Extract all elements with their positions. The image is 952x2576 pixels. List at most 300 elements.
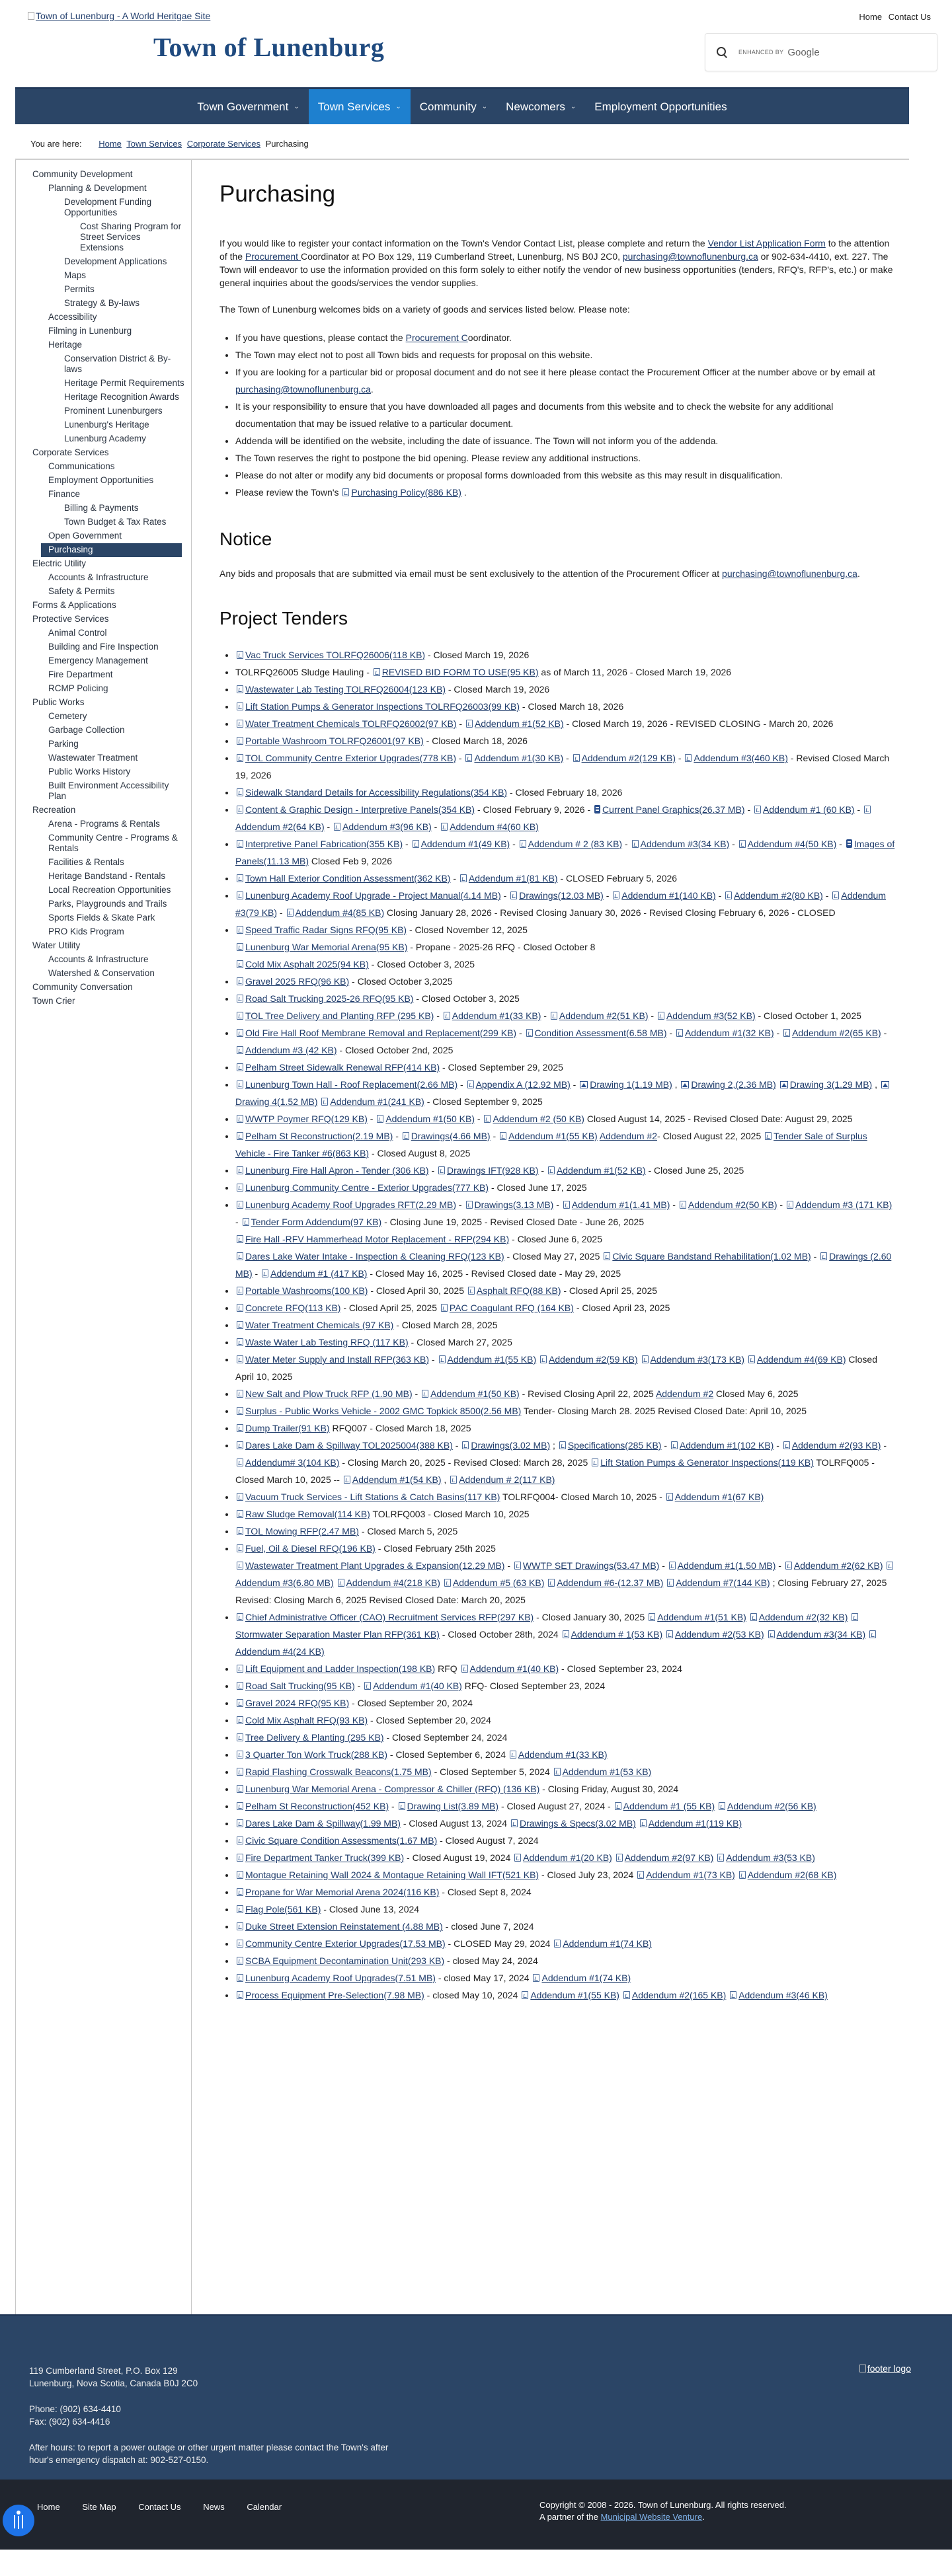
sidebar-item[interactable]: Animal Control: [48, 628, 107, 638]
nav-community[interactable]: [411, 89, 496, 124]
document-link[interactable]: [235, 942, 407, 952]
document-link[interactable]: [509, 890, 604, 901]
document-link[interactable]: [235, 1818, 401, 1829]
tender-item: [235, 1901, 896, 1918]
document-link[interactable]: [235, 1079, 457, 1090]
sidebar-item[interactable]: Maps: [64, 270, 87, 280]
document-link[interactable]: [656, 1010, 756, 1021]
broken-image-icon: [859, 2365, 866, 2372]
link-text: Addendum #1(50 KB): [385, 1114, 475, 1124]
tender-status-text: - Closed February 18, 2026: [507, 787, 623, 798]
document-link[interactable]: [784, 1560, 883, 1571]
document-link[interactable]: [641, 1354, 744, 1365]
sidebar-item[interactable]: Corporate Services: [32, 447, 109, 457]
document-link[interactable]: [411, 839, 510, 849]
tender-item: [235, 1798, 896, 1815]
document-link[interactable]: [235, 1251, 504, 1262]
link-text: Pelham St Reconstruction(452 KB): [245, 1801, 389, 1811]
sidebar-item[interactable]: Accounts & Infrastructure: [48, 954, 149, 964]
document-link[interactable]: [602, 1251, 811, 1262]
document-link[interactable]: [614, 1801, 715, 1811]
document-link[interactable]: [235, 1114, 368, 1124]
document-link[interactable]: [286, 907, 385, 918]
document-link[interactable]: [235, 1715, 368, 1725]
sidebar-item[interactable]: Safety & Permits: [48, 586, 115, 596]
document-link[interactable]: [320, 1096, 424, 1107]
pdf-icon: [237, 1682, 243, 1690]
sidebar-item[interactable]: Purchasing: [41, 543, 182, 557]
document-link[interactable]: [235, 1285, 368, 1296]
sidebar-item[interactable]: Open Government: [48, 531, 122, 541]
sidebar-item[interactable]: Forms & Applications: [32, 600, 116, 610]
document-link[interactable]: [438, 1354, 537, 1365]
footer-link-calendar[interactable]: Calendar: [247, 2502, 282, 2512]
sidebar-item[interactable]: Parks, Playgrounds and Trails: [48, 899, 167, 909]
document-link[interactable]: [235, 736, 424, 746]
document-link[interactable]: [639, 1818, 742, 1829]
document-link[interactable]: [235, 1921, 443, 1932]
sidebar-item[interactable]: Facilities & Rentals: [48, 857, 124, 867]
document-link[interactable]: [539, 1354, 638, 1365]
document-link[interactable]: [235, 1509, 370, 1519]
document-link[interactable]: [235, 1440, 453, 1451]
document-link[interactable]: [716, 1852, 815, 1863]
sidebar-item[interactable]: Conservation District & By-laws: [64, 354, 171, 374]
link-text: Lift Station Pumps & Generator Inspections(119 KB): [600, 1457, 814, 1468]
link-text: Addendum #2(129 KB): [581, 753, 676, 763]
document-link[interactable]: [235, 1663, 435, 1674]
document-link[interactable]: [600, 1131, 657, 1141]
document-link[interactable]: [235, 650, 425, 660]
tender-status-text: - Closed September 29, 2025: [440, 1062, 563, 1073]
sidebar-item[interactable]: Local Recreation Opportunities: [48, 885, 171, 895]
document-link[interactable]: [235, 1165, 429, 1176]
document-link[interactable]: [675, 1028, 774, 1038]
note-item: [235, 484, 896, 501]
sidebar-item[interactable]: Sports Fields & Skate Park: [48, 913, 155, 923]
document-link[interactable]: [782, 1440, 881, 1451]
document-link[interactable]: [459, 873, 558, 884]
document-link[interactable]: [235, 1801, 389, 1811]
sidebar-item[interactable]: Planning & Development: [48, 183, 147, 193]
document-link[interactable]: [747, 1354, 846, 1365]
document-link[interactable]: [235, 1045, 337, 1055]
sidebar-item[interactable]: Development Funding Opportunities: [64, 197, 152, 217]
search-box[interactable]: [705, 33, 937, 71]
sidebar-item[interactable]: Community Conversation: [32, 982, 133, 992]
document-link[interactable]: [518, 839, 622, 849]
procurement-link[interactable]: Procurement: [245, 251, 301, 262]
search-icon[interactable]: [716, 46, 728, 58]
sidebar-item[interactable]: Water Utility: [32, 940, 81, 950]
link-text: Drawings IFT(928 KB): [447, 1165, 539, 1176]
tender-item: [235, 1024, 896, 1059]
tender-status-text: - Closed October 3,2025: [349, 976, 453, 987]
sidebar-item[interactable]: Built Environment Accessibility Plan: [48, 780, 169, 801]
sidebar-item[interactable]: Arena - Programs & Rentals: [48, 819, 160, 829]
document-link[interactable]: [590, 1457, 814, 1468]
document-link[interactable]: [337, 1577, 440, 1588]
pdf-icon: [237, 1940, 243, 1948]
document-link[interactable]: [717, 1801, 816, 1811]
sidebar-item[interactable]: Accounts & Infrastructure: [48, 572, 149, 582]
document-link[interactable]: [376, 1114, 475, 1124]
link-text: Drawings (2.60 MB): [235, 1251, 892, 1279]
sidebar-item[interactable]: Community Development: [32, 169, 133, 179]
purchasing-email-link[interactable]: purchasing@townoflunenburg.ca: [722, 568, 857, 579]
document-link[interactable]: [235, 873, 450, 884]
document-link[interactable]: [235, 1062, 440, 1073]
document-link[interactable]: [235, 1199, 456, 1210]
document-link[interactable]: [235, 1973, 436, 1983]
document-link[interactable]: [666, 1577, 770, 1588]
document-link[interactable]: [558, 1440, 662, 1451]
sidebar-item[interactable]: Garbage Collection: [48, 725, 125, 735]
document-link[interactable]: [440, 1303, 574, 1313]
document-link[interactable]: [449, 1474, 555, 1485]
link-text: Addendum #2(56 KB): [727, 1801, 816, 1811]
document-link[interactable]: [363, 1681, 462, 1691]
document-link[interactable]: [241, 1217, 382, 1227]
document-link[interactable]: [235, 1423, 330, 1433]
sidebar-item[interactable]: Protective Services: [32, 614, 109, 624]
sidebar-item[interactable]: Parking: [48, 739, 79, 749]
document-link[interactable]: [333, 821, 432, 832]
link-text: Portable Washrooms(100 KB): [245, 1285, 368, 1296]
link-text: Interpretive Panel Fabrication(355 KB): [245, 839, 403, 849]
pdf-icon: [237, 1699, 243, 1707]
utility-contact-link[interactable]: Contact Us: [888, 12, 931, 22]
document-link[interactable]: [235, 993, 413, 1004]
link-text: Road Salt Trucking 2025-26 RFQ(95 KB): [245, 993, 414, 1004]
pdf-icon: [719, 1802, 725, 1810]
document-link[interactable]: [553, 1766, 652, 1777]
document-link[interactable]: [372, 667, 539, 677]
document-link[interactable]: [767, 1629, 866, 1640]
document-link[interactable]: [678, 1199, 777, 1210]
document-link[interactable]: [235, 1131, 393, 1141]
document-link[interactable]: [443, 1577, 545, 1588]
document-link[interactable]: [235, 1492, 500, 1502]
footer-link-home[interactable]: Home: [37, 2502, 60, 2512]
document-link[interactable]: [684, 753, 787, 763]
accessibility-button[interactable]: [3, 2505, 34, 2536]
document-link[interactable]: [235, 701, 520, 712]
purchasing-policy-link[interactable]: [341, 487, 461, 498]
document-link[interactable]: [483, 1114, 584, 1124]
sidebar-item[interactable]: Prominent Lunenburgers: [64, 406, 163, 416]
document-link[interactable]: [235, 1698, 349, 1708]
document-link[interactable]: [670, 1440, 774, 1451]
link-text: Lunenburg Fire Hall Apron - Tender (306 KB): [245, 1165, 429, 1176]
pdf-icon: [748, 1355, 755, 1363]
sidebar-item[interactable]: Heritage Bandstand - Rentals: [48, 871, 166, 881]
sidebar-item[interactable]: Cost Sharing Program for Street Services Extensions: [80, 221, 182, 252]
document-link[interactable]: [235, 1938, 446, 1949]
document-link[interactable]: [235, 1955, 444, 1966]
pdf-icon: [666, 1630, 673, 1638]
link-text: Community Centre Exterior Upgrades(17.53 MB): [245, 1938, 446, 1949]
vendor-form-link[interactable]: Vendor List Application Form: [707, 238, 826, 248]
document-link[interactable]: [578, 1079, 672, 1090]
document-link[interactable]: [465, 718, 564, 729]
document-link[interactable]: [235, 1904, 321, 1914]
document-link[interactable]: [235, 1870, 539, 1880]
tender-item: [235, 1952, 896, 1969]
municipal-website-venture-link[interactable]: Municipal Website Venture: [600, 2512, 703, 2522]
document-link[interactable]: [508, 1749, 608, 1760]
document-link[interactable]: [235, 959, 369, 969]
document-link[interactable]: [553, 1938, 652, 1949]
document-link[interactable]: [668, 1560, 776, 1571]
document-link[interactable]: [465, 1199, 554, 1210]
document-link[interactable]: [235, 753, 456, 763]
document-link[interactable]: [437, 1165, 538, 1176]
document-link[interactable]: [235, 1887, 439, 1897]
document-link[interactable]: [738, 839, 837, 849]
tender-item: [235, 1402, 896, 1420]
pdf-icon: [500, 1132, 506, 1140]
document-link[interactable]: [420, 1388, 520, 1399]
footer-link-site-map[interactable]: Site Map: [82, 2502, 116, 2512]
document-link[interactable]: [235, 1835, 437, 1846]
document-link[interactable]: [466, 1079, 571, 1090]
document-link[interactable]: [235, 684, 446, 695]
document-link[interactable]: [631, 839, 730, 849]
document-link[interactable]: [442, 1010, 541, 1021]
sidebar-item[interactable]: Emergency Management: [48, 656, 148, 665]
document-link[interactable]: [235, 1354, 429, 1365]
sidebar-item[interactable]: Lunenburg's Heritage: [64, 420, 149, 430]
document-link[interactable]: [235, 1732, 384, 1743]
document-link[interactable]: [235, 718, 457, 729]
document-link[interactable]: [525, 1028, 667, 1038]
document-link[interactable]: [779, 1079, 873, 1090]
pdf-icon: [787, 1201, 793, 1209]
document-link[interactable]: [235, 1337, 409, 1347]
tender-status-text: -: [235, 1217, 241, 1227]
chevron-down-icon: ⌄: [395, 103, 401, 110]
purchasing-email-link[interactable]: purchasing@townoflunenburg.ca: [235, 384, 371, 395]
purchasing-email-link[interactable]: purchasing@townoflunenburg.ca: [622, 251, 758, 262]
document-link[interactable]: [235, 1852, 404, 1863]
document-link[interactable]: [235, 890, 501, 901]
nav-newcomers[interactable]: [496, 89, 585, 124]
tender-status-text: - Closed October 3, 2025: [413, 993, 520, 1004]
document-link[interactable]: [532, 1973, 631, 1983]
document-link[interactable]: [622, 1990, 726, 2000]
document-link[interactable]: [549, 1010, 649, 1021]
document-link[interactable]: [467, 1285, 561, 1296]
document-link[interactable]: [636, 1870, 735, 1880]
sidebar-item[interactable]: Heritage: [48, 340, 83, 350]
nav-employment-opportunities[interactable]: [585, 89, 736, 124]
sidebar-item[interactable]: Employment Opportunities: [48, 475, 154, 485]
link-text: Addendum #1(102 KB): [679, 1440, 774, 1451]
sidebar-item[interactable]: PRO Kids Program: [48, 927, 124, 936]
document-link[interactable]: [656, 1388, 713, 1399]
sidebar-item[interactable]: Cemetery: [48, 711, 87, 721]
pdf-icon: [243, 1218, 249, 1226]
tender-status-text: -: [389, 1801, 397, 1811]
document-link[interactable]: [547, 1577, 663, 1588]
document-link[interactable]: [561, 1629, 663, 1640]
document-link[interactable]: [572, 753, 676, 763]
document-link[interactable]: [235, 1388, 413, 1399]
utility-home-link[interactable]: Home: [859, 12, 883, 22]
sidebar-item[interactable]: Watershed & Conservation: [48, 968, 155, 978]
pdf-icon: [237, 1751, 243, 1759]
document-link[interactable]: [235, 1543, 376, 1554]
sidebar-item[interactable]: Public Works History: [48, 767, 131, 777]
document-link[interactable]: [235, 1766, 432, 1777]
document-link[interactable]: [782, 1028, 881, 1038]
document-link[interactable]: [235, 1406, 521, 1416]
sidebar-item[interactable]: Billing & Payments: [64, 503, 139, 513]
document-link[interactable]: [562, 1199, 670, 1210]
document-link[interactable]: [235, 839, 403, 849]
pdf-icon: [237, 1115, 243, 1123]
document-link[interactable]: [235, 1320, 393, 1330]
link-text: Lunenburg Academy Roof Upgrades(7.51 MB): [245, 1973, 436, 1983]
sidebar-item[interactable]: Filming in Lunenburg: [48, 326, 132, 336]
document-link[interactable]: [724, 890, 823, 901]
breadcrumb-home[interactable]: Home: [99, 139, 122, 149]
document-link[interactable]: [785, 1199, 892, 1210]
sidebar-item[interactable]: Development Applications: [64, 256, 167, 266]
document-link[interactable]: [235, 1681, 355, 1691]
breadcrumb: [30, 139, 952, 157]
footer-link-news[interactable]: News: [203, 2502, 225, 2512]
document-link[interactable]: [235, 1612, 534, 1622]
sidebar-item[interactable]: Strategy & By-laws: [64, 298, 140, 308]
document-link[interactable]: [342, 1474, 442, 1485]
breadcrumb-town-services[interactable]: Town Services: [126, 139, 182, 149]
footer-bottom: [0, 2480, 952, 2550]
breadcrumb-corporate-services[interactable]: Corporate Services: [186, 139, 261, 149]
document-link[interactable]: [397, 1801, 499, 1811]
document-link[interactable]: [235, 1749, 387, 1760]
link-text: Drawings(4.66 MB): [411, 1131, 491, 1141]
document-link[interactable]: [461, 1440, 550, 1451]
document-link[interactable]: [235, 1526, 359, 1536]
document-link[interactable]: [235, 804, 475, 815]
document-link[interactable]: [612, 890, 715, 901]
tender-item: [235, 1815, 896, 1832]
intro-text: If you would like to register your contact information on the Town's Vendor Contact List, please complete and return the: [219, 238, 708, 248]
procurement-coordinator-link[interactable]: Procurement C: [405, 332, 468, 343]
tender-status-text: -: [456, 753, 465, 763]
pdf-icon: [783, 1441, 790, 1449]
document-link[interactable]: [498, 1131, 598, 1141]
sidebar-item[interactable]: Communications: [48, 461, 115, 471]
sidebar-item[interactable]: Public Works: [32, 697, 85, 707]
nav-town-government[interactable]: [188, 89, 308, 124]
document-link[interactable]: [593, 804, 745, 815]
document-link[interactable]: [513, 1852, 612, 1863]
document-link[interactable]: [235, 1182, 489, 1193]
tender-item: [235, 1488, 896, 1505]
document-link[interactable]: [460, 1663, 559, 1674]
document-link[interactable]: [513, 1560, 659, 1571]
footer-link-contact-us[interactable]: Contact Us: [138, 2502, 181, 2512]
sidebar-item[interactable]: Fire Department: [48, 669, 113, 679]
image-icon: [780, 1081, 788, 1088]
document-link[interactable]: [665, 1492, 764, 1502]
document-link[interactable]: [753, 804, 855, 815]
document-link[interactable]: [260, 1268, 367, 1279]
sidebar-item[interactable]: Electric Utility: [32, 558, 87, 568]
pdf-icon: [237, 1957, 243, 1965]
document-link[interactable]: [235, 1010, 434, 1021]
document-link[interactable]: [235, 1560, 504, 1571]
sidebar-item[interactable]: Heritage Permit Requirements: [64, 378, 184, 388]
document-link[interactable]: [615, 1852, 714, 1863]
link-text: 3 Quarter Ton Work Truck(288 KB): [245, 1749, 388, 1760]
document-link[interactable]: [510, 1818, 636, 1829]
sidebar-item[interactable]: Community Centre - Programs & Rentals: [48, 833, 178, 853]
document-link[interactable]: [647, 1612, 746, 1622]
document-link[interactable]: [729, 1990, 828, 2000]
document-link[interactable]: [235, 1234, 509, 1244]
document-link[interactable]: [235, 1457, 339, 1468]
document-link[interactable]: [235, 976, 349, 987]
sidebar-item[interactable]: Heritage Recognition Awards: [64, 392, 179, 402]
sidebar-item[interactable]: Recreation: [32, 805, 76, 815]
pdf-icon: [468, 1287, 475, 1295]
sidebar-item[interactable]: Accessibility: [48, 312, 97, 322]
pdf-icon: [237, 1510, 243, 1518]
document-link[interactable]: [749, 1612, 848, 1622]
sidebar-item[interactable]: Wastewater Treatment: [48, 753, 138, 763]
sidebar-item[interactable]: Building and Fire Inspection: [48, 642, 159, 652]
sidebar-item[interactable]: Town Crier: [32, 996, 75, 1006]
document-link[interactable]: [235, 787, 507, 798]
site-header: [15, 0, 937, 86]
document-link[interactable]: [235, 1784, 539, 1794]
document-link[interactable]: [235, 925, 407, 935]
document-link[interactable]: [235, 1028, 516, 1038]
document-link[interactable]: [680, 1079, 775, 1090]
document-link[interactable]: [235, 1303, 340, 1313]
document-link[interactable]: [738, 1870, 837, 1880]
tender-item: [235, 1660, 896, 1677]
tender-status-text: - Closed November 12, 2025: [407, 925, 528, 935]
document-link[interactable]: [235, 1990, 424, 2000]
link-text: Lift Equipment and Ladder Inspection(198 KB): [245, 1663, 436, 1674]
sidebar-item[interactable]: Permits: [64, 284, 95, 294]
sidebar-item[interactable]: RCMP Policing: [48, 683, 108, 693]
footer-logo-link[interactable]: [859, 2363, 911, 2374]
document-link[interactable]: [440, 821, 539, 832]
sidebar-item[interactable]: Town Budget & Tax Rates: [64, 517, 167, 527]
tender-item: [235, 1127, 896, 1162]
tender-status-text: Closed May 6, 2025: [713, 1388, 799, 1399]
pdf-icon: [237, 943, 243, 951]
address-line: Lunenburg, Nova Scotia, Canada B0J 2C0: [29, 2378, 198, 2388]
nav-town-services[interactable]: [309, 89, 411, 124]
site-logo-link[interactable]: [28, 11, 210, 21]
pdf-icon: [725, 891, 732, 899]
sidebar-item[interactable]: Lunenburg Academy: [64, 434, 146, 443]
document-link[interactable]: [464, 753, 563, 763]
document-link[interactable]: [547, 1165, 646, 1176]
document-link[interactable]: [401, 1131, 491, 1141]
document-link[interactable]: [665, 1629, 764, 1640]
sidebar-item[interactable]: Finance: [48, 489, 81, 499]
document-link[interactable]: [520, 1990, 619, 2000]
tender-item: [235, 1883, 896, 1901]
